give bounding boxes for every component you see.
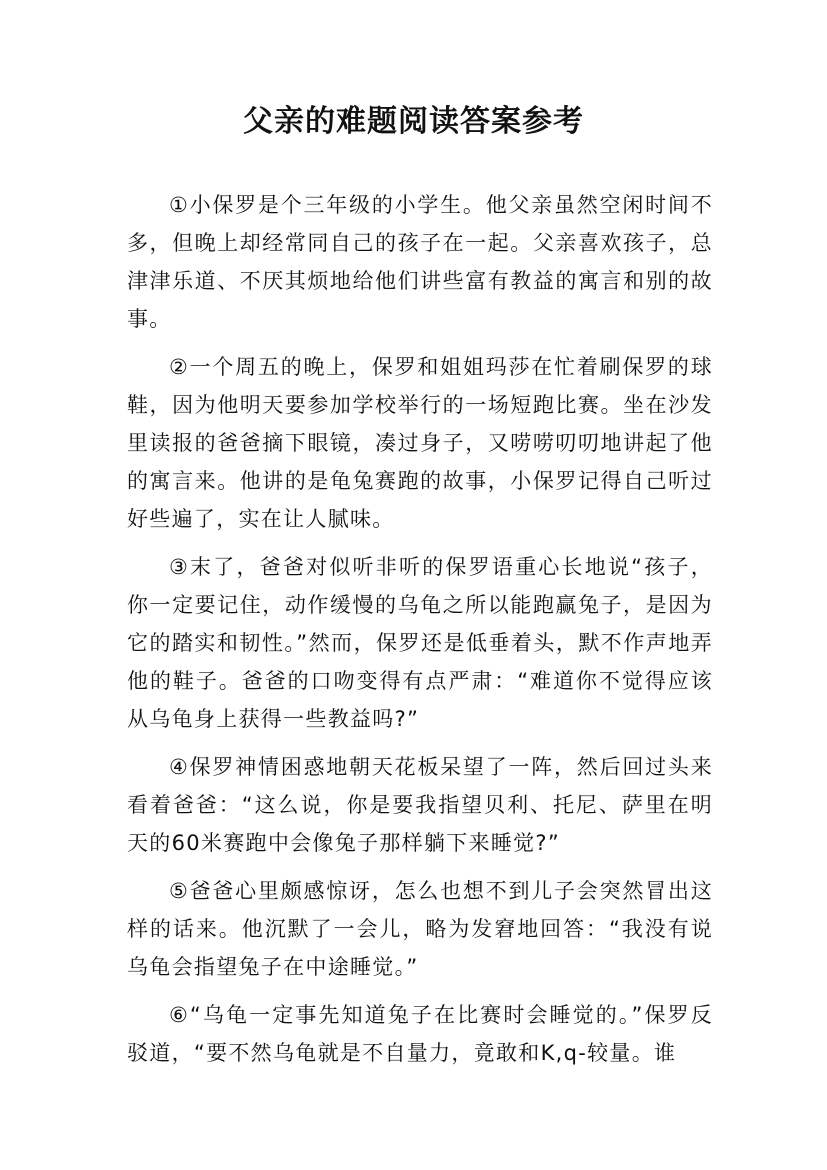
paragraph-2: ②一个周五的晚上，保罗和姐姐玛莎在忙着刷保罗的球鞋，因为他明天要参加学校举行的一场短跑比赛。坐在沙发里读报的爸爸摘下眼镜，凑过身子，又唠唠叨叨地讲起了他的寓言来。他讲的是龟兔赛跑的故事，小保罗记得自己听过好些遍了，实在让人腻味。 bbox=[127, 355, 713, 531]
document-title: 父亲的难题阅读答案参考 bbox=[243, 104, 584, 139]
paragraph-1: ①小保罗是个三年级的小学生。他父亲虽然空闲时间不多，但晚上却经常同自己的孩子在一起。父亲喜欢孩子，总津津乐道、不厌其烦地给他们讲些富有教益的寓言和别的故事。 bbox=[127, 193, 713, 331]
paragraph-4: ④保罗神情困惑地朝天花板呆望了一阵，然后回过头来看着爸爸：“这么说，你是要我指望贝利、托尼、萨里在明天的60米赛跑中会像兔子那样躺下来睡觉?” bbox=[127, 755, 713, 855]
document-body bbox=[127, 186, 713, 1082]
paragraph-5: ⑤爸爸心里颇感惊讶，怎么也想不到儿子会突然冒出这样的话来。他沉默了一会儿，略为发窘地回答：“我没有说乌龟会指望兔子在中途睡觉。” bbox=[127, 879, 713, 979]
paragraph-3: ③末了，爸爸对似听非听的保罗语重心长地说“孩子，你一定要记住，动作缓慢的乌龟之所以能跑赢兔子，是因为它的踏实和韧性。”然而，保罗还是低垂着头，默不作声地弄他的鞋子。爸爸的口吻变得有点严肃：“难道你不觉得应该从乌龟身上获得一些教益吗?” bbox=[127, 555, 713, 731]
paragraph-6: ⑥“乌龟一定事先知道兔子在比赛时会睡觉的。”保罗反驳道，“要不然乌龟就是不自量力，竟敢和K,q-较量。谁 bbox=[127, 1003, 713, 1065]
